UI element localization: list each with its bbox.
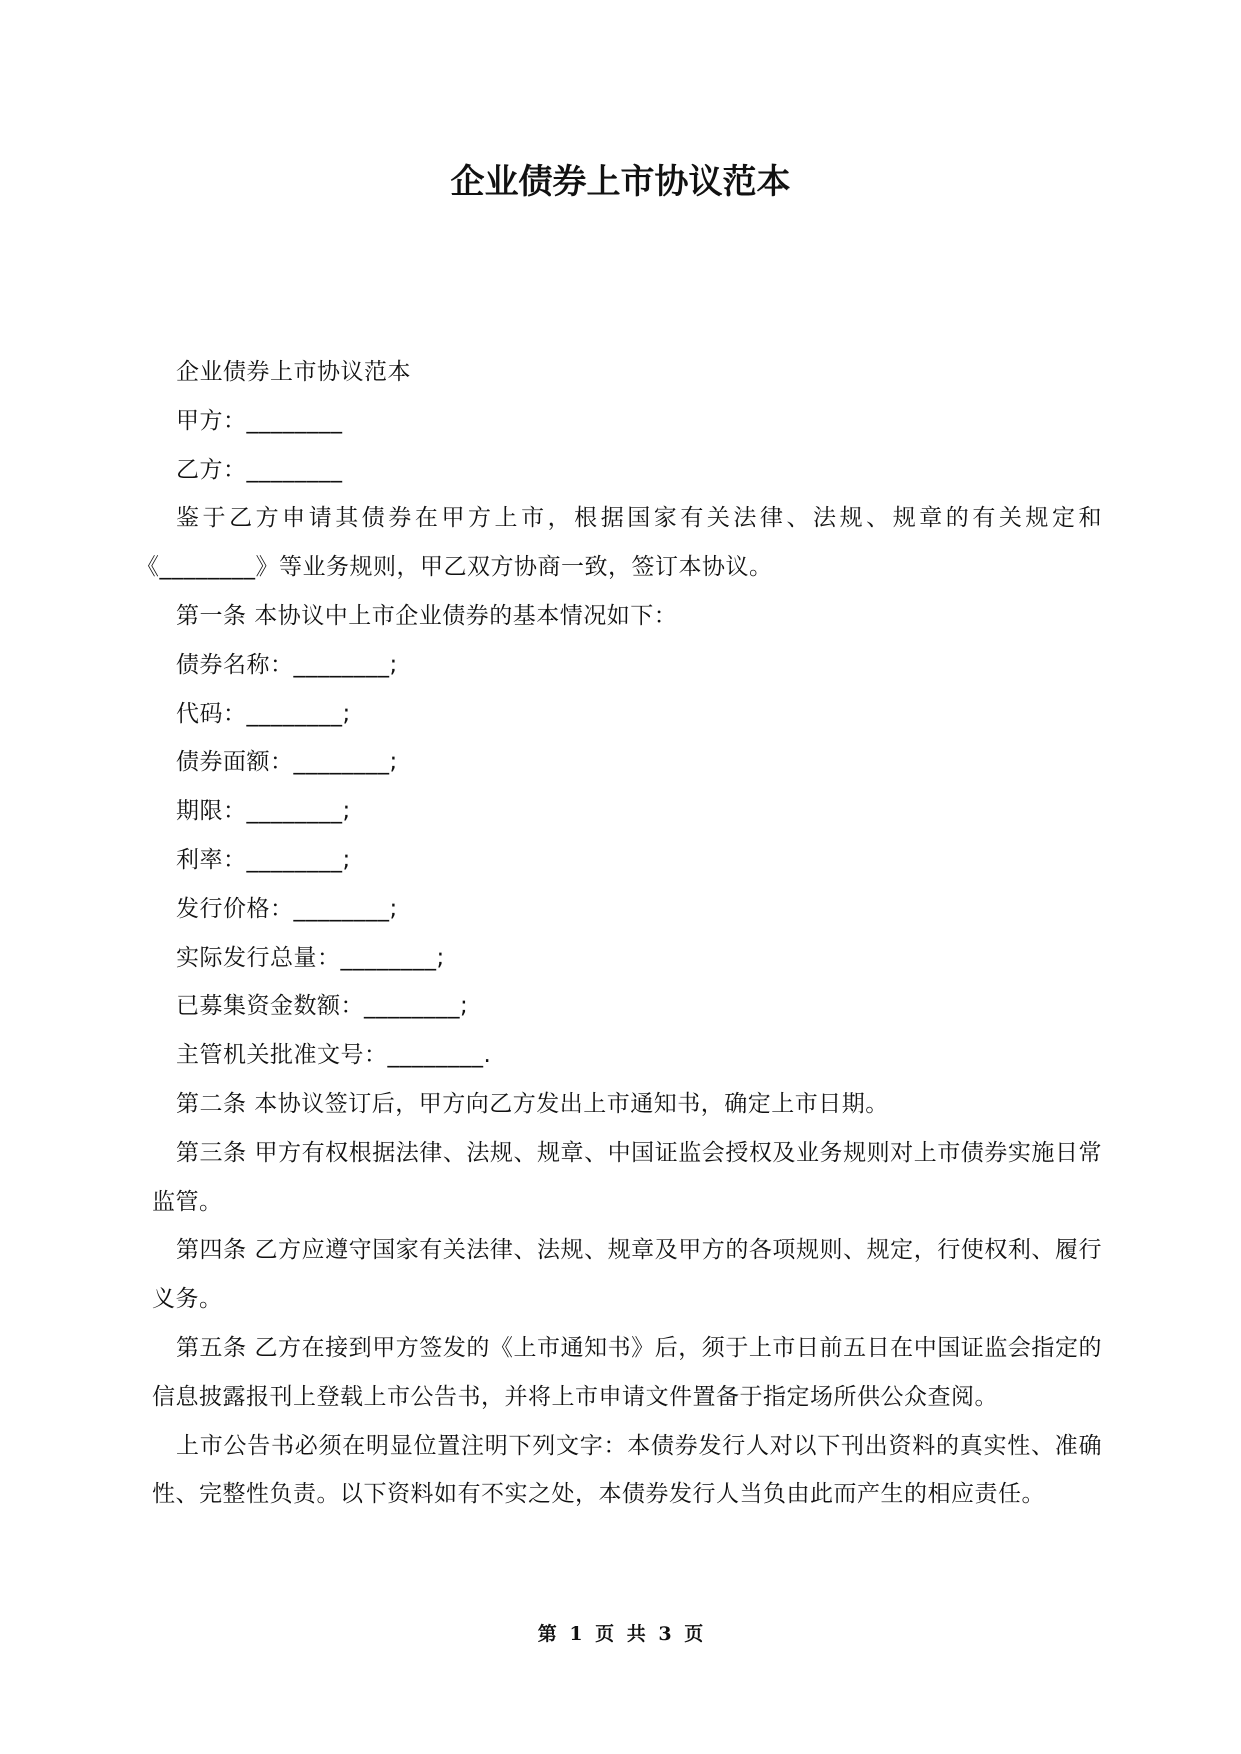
document-title: 企业债券上市协议范本	[450, 162, 791, 202]
paragraph-funds-raised: 已募集资金数额：________;	[176, 993, 469, 1020]
paragraph-party-b: 乙方：________	[176, 456, 343, 483]
paragraph-issue-price: 发行价格：________;	[176, 895, 398, 922]
paragraph-face-value: 债券面额：________;	[176, 749, 398, 776]
paragraph-article-2: 第二条 本协议签订后，甲方向乙方发出上市通知书，确定上市日期。	[176, 1090, 889, 1117]
paragraph-article-3: 第三条 甲方有权根据法律、法规、规章、中国证监会授权及业务规则对上市债券实施日常监管。	[152, 1139, 1102, 1215]
paragraph-total-issued: 实际发行总量：________;	[176, 944, 445, 971]
paragraph-code: 代码：________;	[176, 700, 351, 727]
page-number-footer: 第 1 页 共 3 页	[537, 1623, 704, 1645]
paragraph-bond-name: 债券名称：________;	[176, 651, 398, 678]
paragraph-term: 期限：________;	[176, 798, 351, 825]
paragraph-approval-number: 主管机关批准文号：________.	[176, 1042, 492, 1069]
paragraph-article-1: 第一条 本协议中上市企业债券的基本情况如下：	[176, 602, 678, 629]
paragraph-interest-rate: 利率：________;	[176, 846, 351, 873]
document-body	[136, 348, 1102, 1519]
paragraph-article-5: 第五条 乙方在接到甲方签发的《上市通知书》后，须于上市日前五日在中国证监会指定的信息披露报刊上登载上市公告书，并将上市申请文件置备于指定场所供公众查阅。	[152, 1334, 1102, 1410]
paragraph-party-a: 甲方：________	[176, 407, 343, 434]
paragraph-heading: 企业债券上市协议范本	[176, 359, 411, 385]
paragraph-announcement-notice: 上市公告书必须在明显位置注明下列文字：本债券发行人对以下刊出资料的真实性、准确性、完整性负责。以下资料如有不实之处，本债券发行人当负由此而产生的相应责任。	[152, 1432, 1102, 1508]
paragraph-article-4: 第四条 乙方应遵守国家有关法律、法规、规章及甲方的各项规则、规定，行使权利、履行义务。	[152, 1237, 1102, 1313]
paragraph-preamble: 鉴于乙方申请其债券在甲方上市，根据国家有关法律、法规、规章的有关规定和《________》等业务规则，甲乙双方协商一致，签订本协议。	[136, 505, 1102, 581]
